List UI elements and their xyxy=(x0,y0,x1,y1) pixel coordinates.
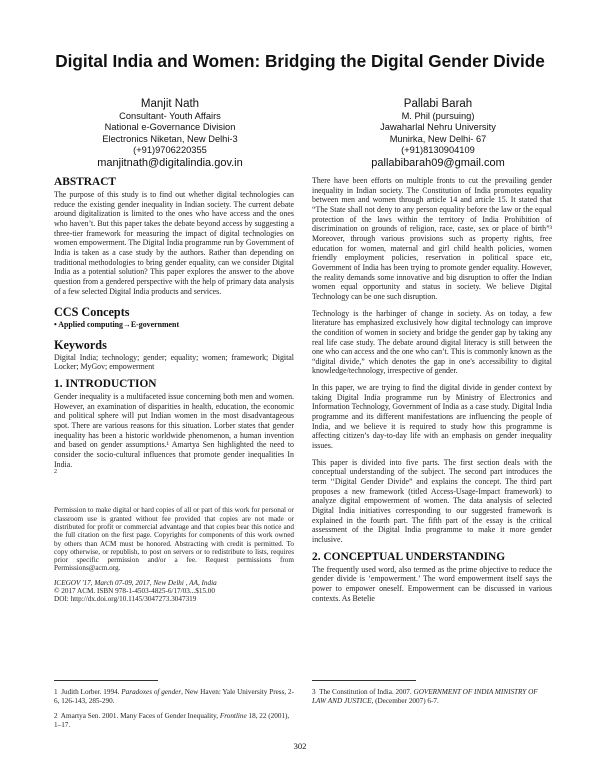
author-address: Electronics Niketan, New Delhi-3 xyxy=(102,133,238,144)
author-email: manjitnath@digitalindia.gov.in xyxy=(97,156,243,169)
body-paragraph: In this paper, we are trying to find the digital divide in gender context by taking Digital India programme run by Ministry of Electronics and Information Technology, Government of India as a case study. Digital India programme and its different manifestations are influencing the people of India, and we believe it is required to study how this programme is affecting citizen’s day-to-day life with an emphasis on gender inequality issues. xyxy=(312,383,552,451)
footnote-text: , (December 2007) 6-7. xyxy=(371,697,439,706)
abstract-text: The purpose of this study is to find out whether digital technologies can reduce the existing gender inequality in Indian society. The current debate around digitalization is limited to the ones who have access and the ones who haven’t. But this paper takes the debate beyond access by suggesting a three-tier framework for measuring the impact of digital technologies on women empowerment. The Digital India programme run by Government of India is taken as a case study by the authors. Rather than depending on traditional methodologies to bring gender equality, can we consider Digital India as a potential solution? This paper explores the answer to the above question from a gendered perspective with the help of primary data analysis of a few selected Digital India products and services. xyxy=(54,190,294,296)
author-name: Manjit Nath xyxy=(140,98,200,110)
copyright-line: © 2017 ACM. ISBN 978-1-4503-4825-6/17/03...$15.00 xyxy=(54,587,215,596)
body-paragraph: There have been efforts on multiple fronts to cut the prevailing gender inequality in Indian society. The Constitution of India promotes equality between men and women through article 14 and article 15. It stated that “The State shall not deny to any person equality before the law or the equal protection of the laws within the territory of India Prohibition of discrimination on grounds of religion, race, caste, sex or place of birth”³ Moreover, through various provisions such as property rights, free education for women, maternal and girl child health policies, women friendly employment policies, reservation in political space etc, Government of India has been trying to promote gender equality. However, the reality demands some innovative and big disruption to offer the Indian women equal opportunity and status in society. We believe Digital Technology can be one such disruption. xyxy=(312,176,552,301)
footnote-text: Judith Lorber. 1994. xyxy=(61,688,122,696)
footnote-text: 18, 22 (2001), 1–17. xyxy=(54,712,290,730)
author-name: Pallabi Barah xyxy=(403,98,473,110)
footnote-number: 1 xyxy=(54,688,58,696)
left-column xyxy=(54,176,294,604)
author-affiliation: M. Phil (pursuing) xyxy=(401,111,475,121)
paper-title: Digital India and Women: Bridging the Digital Gender Divide xyxy=(55,51,545,71)
introduction-heading: 1. INTRODUCTION xyxy=(54,378,157,391)
page-number: 302 xyxy=(293,741,307,751)
author-phone: (+91)9706220355 xyxy=(133,145,207,156)
author-affiliation: National e-Governance Division xyxy=(104,122,236,133)
conference-venue: ICEGOV '17, March 07-09, 2017, New Delhi , AA, India xyxy=(54,578,217,587)
section-2-heading: 2. CONCEPTUAL UNDERSTANDING xyxy=(312,550,506,563)
introduction-text: Gender inequality is a multifaceted issue concerning both men and women. However, an examination of disparities in health, education, the economic and political sphere will put Indian women in the most disadvantageous spot. There are various reasons for this situation. Lorber states that gender inequality has been a historic worldwide phenomenon, a human invention and based on gender assumptions.¹ Amartya Sen highlighted the need to consider the socio-cultural influences that promote gender inequalities In India. xyxy=(54,392,294,469)
permission-notice: Permission to make digital or hard copies of all or part of this work for personal or classroom use is granted without fee provided that copies are not made or distributed for profit or commercial advantage and that copies bear this notice and the full citation on the first page. Copyrights for components of this work owned by others than ACM must be honored. Abstracting with credit is permitted. To copy otherwise, or republish, to post on servers or to redistribute to lists, requires prior specific permission and/or a fee. Request permissions from Permissions@acm.org. xyxy=(54,506,294,573)
ccs-heading: CCS Concepts xyxy=(54,305,130,320)
section-2-text: The frequently used word, also termed as the prime objective to reduce the gender divide is ‘empowerment.’ The word empowerment itself says the power to empower oneself. Empowerment can be discussed in various contexts. As Betelie xyxy=(312,564,552,603)
footnote-rule xyxy=(312,680,416,681)
abstract-heading: ABSTRACT xyxy=(54,176,117,188)
footnote-number: 3 xyxy=(312,688,316,696)
ccs-item: • Applied computing→E-government xyxy=(54,320,180,330)
footnote-text: The Constitution of India. 2007. xyxy=(319,688,414,696)
footnote-text: Amartya Sen. 2001. Many Faces of Gender Inequality, xyxy=(60,712,220,720)
footnote-marker: 2 xyxy=(54,469,57,476)
author-address: Munirka, New Delhi- 67 xyxy=(389,133,487,144)
author-affiliation: Jawaharlal Nehru University xyxy=(380,122,496,133)
footnote-number: 2 xyxy=(54,712,58,720)
body-paragraph: This paper is divided into five parts. The first section deals with the conceptual understanding of the subject. The second part introduces the term ‘‘Digital Gender Divide” and explains the concept. The third part proposes a new framework (titled Access-Usage-Impact framework) to analyze digital empowerment of women. The data analysis of selected Digital India initiatives corresponding to our suggested framework is explained in the fourth part. The fifth part of the essay is the critical assessment of the Digital India programme to make it more gender inclusive. xyxy=(312,457,552,544)
doi-line: DOI: http://dx.doi.org/10.1145/3047273.3047319 xyxy=(54,595,197,604)
author-affiliation: Consultant- Youth Affairs xyxy=(119,111,221,121)
author-phone: (+91)8130904109 xyxy=(401,145,475,156)
author-block-2 xyxy=(318,97,558,170)
footnote-text: , New Haven: Yale University Press, 2-6, 126-143, 285-290. xyxy=(54,688,294,706)
keywords-heading: Keywords xyxy=(54,337,107,352)
footnote-2 xyxy=(54,712,294,730)
author-email: pallabibarah09@gmail.com xyxy=(371,156,505,169)
footnote-title: Frontline xyxy=(219,712,247,720)
footnote-title: Paradoxes of gender xyxy=(121,688,182,696)
keywords-text: Digital India; technology; gender; equality; women; framework; Digital Locker; MyGov; empowerment xyxy=(54,352,294,372)
footnote-rule xyxy=(54,680,158,681)
footnote-1 xyxy=(54,688,294,706)
right-column xyxy=(312,176,552,603)
footnote-title: GOVERNMENT OF INDIA MINISTRY OF LAW AND JUSTICE xyxy=(312,688,538,706)
author-block-1 xyxy=(60,97,280,170)
body-paragraph: Technology is the harbinger of change in society. As on today, a few literature has emphasized exclusively how digital technology can improve the condition of women in society and bridge the gender gap by taking any real life case study. The debate around digital literacy is still between the one who can access and the one who can’t. This is commonly known as the “digital divide,” which denotes the gap in one's accessibility to digital knowledge/technology, irrespective of gender. xyxy=(312,308,552,376)
footnote-3 xyxy=(312,688,552,706)
